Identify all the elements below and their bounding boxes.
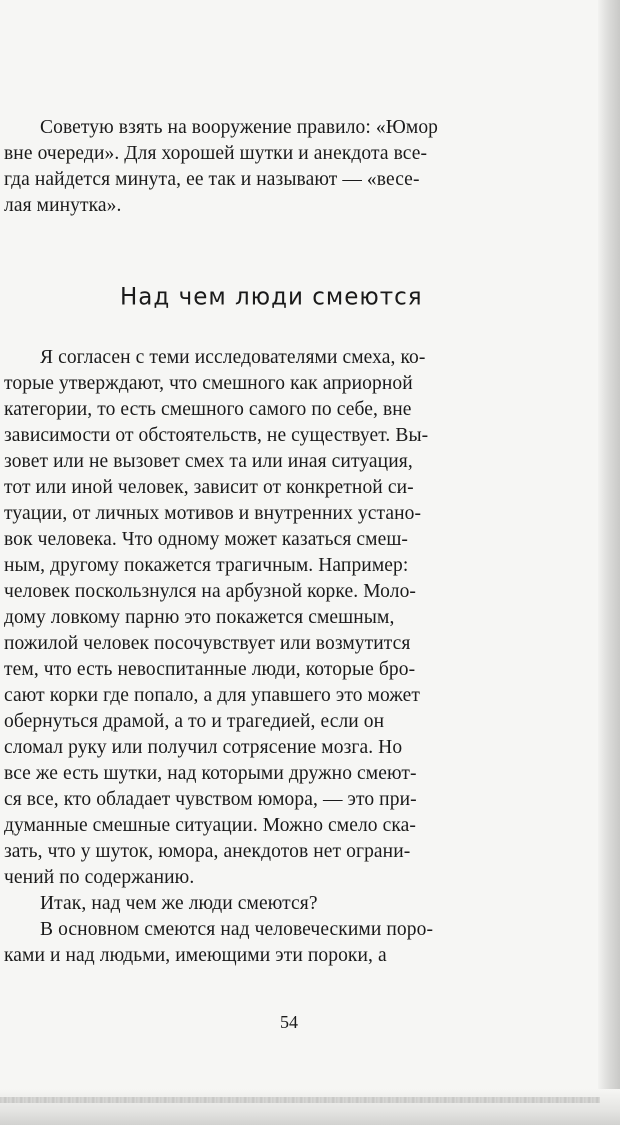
text-line: вне очереди». Для хорошей шутки и анекдота все- (4, 143, 428, 164)
text-line: туации, от личных мотивов и внутренних устано- (4, 503, 422, 524)
text-line: дому ловкому парню это покажется смешным, (4, 607, 395, 628)
text-line: ками и над людьми, имеющими эти пороки, а (4, 945, 387, 966)
text-line: тем, что есть невоспитанные люди, которые бро- (4, 659, 416, 680)
page-edge-shadow-bottom (0, 1089, 620, 1125)
page-number: 54 (280, 1012, 298, 1032)
text-line: человек поскользнулся на арбузной корке. Моло- (4, 581, 417, 602)
text-line: ся все, кто обладает чувством юмора, — это при- (4, 789, 417, 810)
text-line: обернуться драмой, а то и трагедией, если он (4, 711, 385, 732)
text-line: В основном смеются над человеческими поро- (40, 919, 434, 940)
text-line: лая минутка». (4, 195, 122, 216)
text-line: сломал руку или получил сотрясение мозга. Но (4, 737, 403, 758)
text-line: тот или иной человек, зависит от конкретной си- (4, 477, 414, 498)
text-line: чений по содержанию. (4, 867, 195, 888)
text-line: зать, что у шуток, юмора, анекдотов нет ограни- (4, 841, 411, 862)
text-line: гда найдется минута, ее так и называют — «весе- (4, 169, 420, 190)
text-line: ным, другому покажется трагичным. Например: (4, 555, 409, 576)
text-line: пожилой человек посочувствует или возмутится (4, 633, 411, 654)
text-line: Советую взять на вооружение правило: «Юмор (40, 117, 439, 138)
text-line: торые утверждают, что смешного как априорной (4, 373, 413, 394)
section-heading: Над чем люди смеются (120, 283, 423, 311)
page-edge-shadow-right (598, 0, 620, 1125)
text-line: Я согласен с теми исследователями смеха, ко- (40, 347, 426, 368)
text-line: категории, то есть смешного самого по себе, вне (4, 399, 412, 420)
text-line: Итак, над чем же люди смеются? (40, 893, 318, 914)
text-line: вок человека. Что одному может казаться смеш- (4, 529, 409, 550)
text-line: думанные смешные ситуации. Можно смело ска- (4, 815, 417, 836)
text-line: сают корки где попало, а для упавшего это может (4, 685, 421, 706)
text-line: зовет или не вызовет смех та или иная ситуация, (4, 451, 413, 472)
text-line: зависимости от обстоятельств, не существует. Вы- (4, 425, 429, 446)
text-line: все же есть шутки, над которыми дружно смеют- (4, 763, 417, 784)
scan-artifact-strip (0, 1097, 600, 1103)
